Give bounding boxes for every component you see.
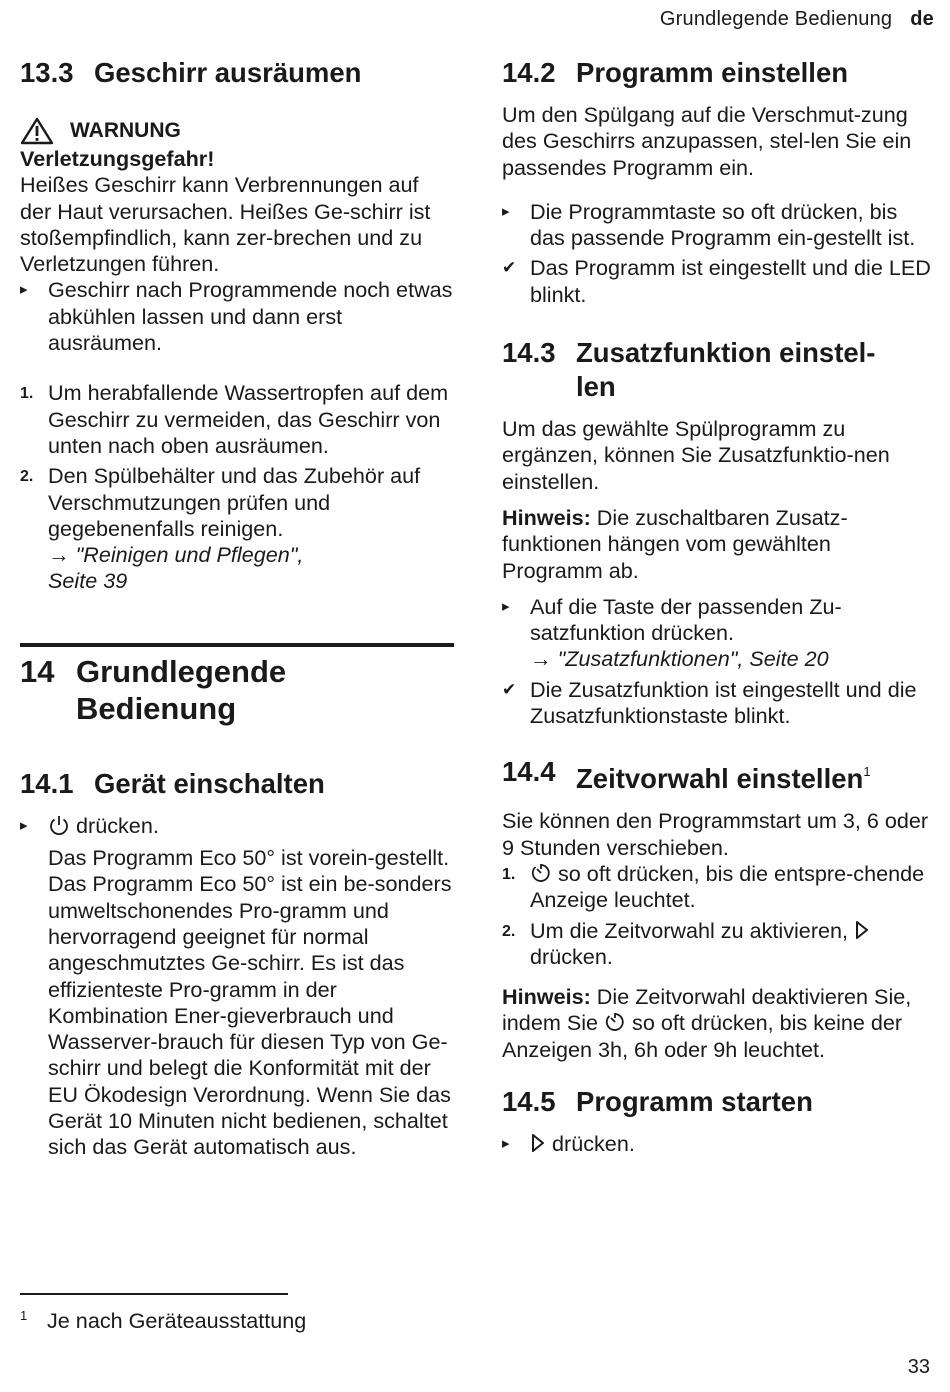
- action-text: drücken.: [552, 1131, 635, 1157]
- heading-title: Programm starten: [576, 1086, 813, 1118]
- result-text: Die Zusatzfunktion ist eingestellt und die Zusatzfunktionstaste blinkt.: [530, 676, 917, 729]
- running-header: [660, 8, 934, 31]
- heading-number: 13.3: [20, 57, 74, 88]
- step-number: 2.: [20, 468, 34, 486]
- chapter-title-line1: Grundlegende: [76, 653, 287, 689]
- action-text: Die Programmtaste so oft drücken, bis das passende Programm ein-gestellt ist.: [530, 198, 916, 251]
- heading-title-line1: Zusatzfunktion einstel-: [576, 337, 876, 369]
- note: [502, 984, 934, 1063]
- right-column: [502, 56, 934, 1157]
- heading-title-text: Zeitvorwahl einstellen: [576, 763, 864, 795]
- action-item: [20, 813, 454, 839]
- ref-page: Seite 39: [48, 568, 128, 594]
- action-item: [502, 199, 934, 252]
- step-text: so oft drücken, bis die entspre-chende Anzeige leuchtet.: [530, 860, 925, 913]
- step-text-end: drücken.: [530, 943, 613, 969]
- triangle-bullet-icon: ▸: [20, 281, 28, 299]
- triangle-bullet-icon: ▸: [502, 202, 510, 220]
- timer-icon: [604, 1011, 626, 1033]
- triangle-bullet-icon: ▸: [502, 1135, 510, 1153]
- chapter-number: 14: [20, 653, 55, 689]
- heading-14-5: [502, 1085, 934, 1119]
- warning-triangle-icon: [20, 117, 54, 145]
- heading-14-4: [502, 755, 934, 796]
- intro-text: Um den Spülgang auf die Verschmut-zung des Geschirrs anzupassen, stel-len Sie ein passendes Programm ein.: [502, 102, 912, 180]
- heading-number: 14.1: [20, 767, 74, 799]
- start-icon: [854, 919, 870, 941]
- step-number: 1.: [502, 865, 516, 883]
- heading-title: [576, 755, 934, 796]
- triangle-bullet-icon: ▸: [20, 816, 28, 834]
- cross-reference-link[interactable]: [48, 542, 303, 593]
- heading-number: 14.2: [502, 57, 556, 88]
- ref-text: "Zusatzfunktionen", Seite 20: [557, 646, 829, 672]
- footnote-number: 1: [20, 1308, 28, 1323]
- checkmark-icon: ✔: [502, 679, 517, 699]
- ref-text: "Reinigen und Pflegen",: [75, 542, 304, 568]
- checkmark-icon: ✔: [502, 258, 517, 278]
- step-item: [20, 380, 454, 459]
- action-text: Auf die Taste der passenden Zu-satzfunktion drücken.: [530, 593, 842, 646]
- heading-number: 14.5: [502, 1086, 556, 1118]
- intro-text: Um das gewählte Spülprogramm zu ergänzen, können Sie Zusatzfunktio-nen einstellen.: [502, 416, 890, 494]
- step-text-main: Den Spülbehälter und das Zubehör auf Verschmutzungen prüfen und gegebenenfalls reinigen.: [48, 463, 421, 541]
- header-section-title: Grundlegende Bedienung: [659, 8, 893, 30]
- note-text: Die Zeitvorwahl deaktivieren Sie, indem Sie: [502, 984, 912, 1036]
- heading-14: [20, 653, 454, 727]
- step-text: [48, 463, 454, 594]
- cross-reference-link[interactable]: [530, 646, 829, 671]
- arrow-icon: →: [530, 646, 552, 672]
- heading-14-2: [502, 56, 934, 90]
- warning-label: WARNUNG: [70, 119, 181, 142]
- left-column: [20, 56, 454, 1161]
- footnote: [20, 1308, 306, 1334]
- timer-icon: [530, 862, 552, 884]
- heading-14-3: [502, 336, 934, 404]
- step-number: 1.: [20, 385, 34, 403]
- step-number: 2.: [502, 922, 516, 940]
- result-item: [502, 677, 934, 730]
- footnote-marker[interactable]: 1: [863, 764, 871, 780]
- warning-text: Heißes Geschirr kann Verbrennungen auf der Haut verursachen. Heißes Ge-schirr ist stoßempfindlich, kann zer-brechen und zu Verletzungen führen.: [20, 172, 431, 277]
- footnote-text: Je nach Geräteausstattung: [47, 1308, 307, 1333]
- result-text: Das Programm ist eingestellt und die LED blinkt.: [530, 255, 931, 307]
- note-text: Die zuschaltbaren Zusatz-funktionen hängen vom gewählten Programm ab.: [502, 504, 848, 583]
- heading-14-1: [20, 767, 454, 801]
- heading-title-line2: len: [576, 371, 616, 403]
- result-item: [502, 255, 934, 308]
- page-number: 33: [907, 1356, 930, 1378]
- footnote-rule: [20, 1293, 288, 1295]
- header-language: de: [910, 8, 934, 30]
- step-item: [502, 918, 934, 971]
- heading-number: 14.3: [502, 337, 556, 369]
- heading-number: 14.4: [502, 756, 556, 788]
- step-text: Um die Zeitvorwahl zu aktivieren,: [530, 917, 849, 943]
- heading-title: Geschirr ausräumen: [94, 57, 362, 88]
- action-item: [502, 1131, 934, 1157]
- heading-title: Gerät einschalten: [94, 767, 325, 799]
- heading-title: Programm einstellen: [576, 57, 849, 88]
- note-text-end: so oft drücken, bis keine der Anzeigen 3h, 6h oder 9h leuchtet.: [502, 1010, 903, 1062]
- note: [502, 505, 934, 584]
- chapter-title: [76, 653, 454, 727]
- action-text: drücken.: [76, 812, 159, 838]
- power-icon: [48, 814, 70, 836]
- heading-title: [576, 336, 934, 404]
- heading-13-3: [20, 56, 454, 90]
- start-icon: [530, 1132, 546, 1154]
- arrow-icon: →: [48, 542, 70, 568]
- warning-action: [20, 277, 454, 356]
- warning-header: [20, 116, 454, 146]
- step-text: Um herabfallende Wassertropfen auf dem Geschirr zu vermeiden, das Geschirr von unten nach oben ausräumen.: [48, 380, 449, 458]
- step-item: [20, 463, 454, 594]
- chapter-title-line2: Bedienung: [76, 690, 237, 726]
- warning-title: Verletzungsgefahr!: [20, 146, 215, 171]
- note-label: Hinweis:: [502, 984, 591, 1010]
- step-item: [502, 861, 934, 914]
- result-text: Das Programm Eco 50° ist vorein-gestellt.: [48, 845, 450, 871]
- intro-text: Sie können den Programmstart um 3, 6 oder 9 Stunden verschieben.: [502, 808, 929, 860]
- warning-action-text: Geschirr nach Programmende noch etwas abkühlen lassen und dann erst ausräumen.: [48, 277, 453, 356]
- result-description: Das Programm Eco 50° ist ein be-sonders umweltschonendes Pro-gramm und hervorragend geeignet für normal angeschmutztes Ge-schirr. Es ist das effizienteste Pro-gramm in der Kombination Ener-gieverbrauch und Wasserver-brauch für diesen Typ von Ge-schirr und belegt die Konformität mit der EU Ökodesign Verordnung. Wenn Sie das Gerät 10 Minuten nicht bedienen, schaltet sich das Gerät automatisch aus.: [48, 871, 452, 1160]
- triangle-bullet-icon: ▸: [502, 597, 510, 615]
- action-item: [502, 594, 934, 673]
- note-label: Hinweis:: [502, 504, 591, 530]
